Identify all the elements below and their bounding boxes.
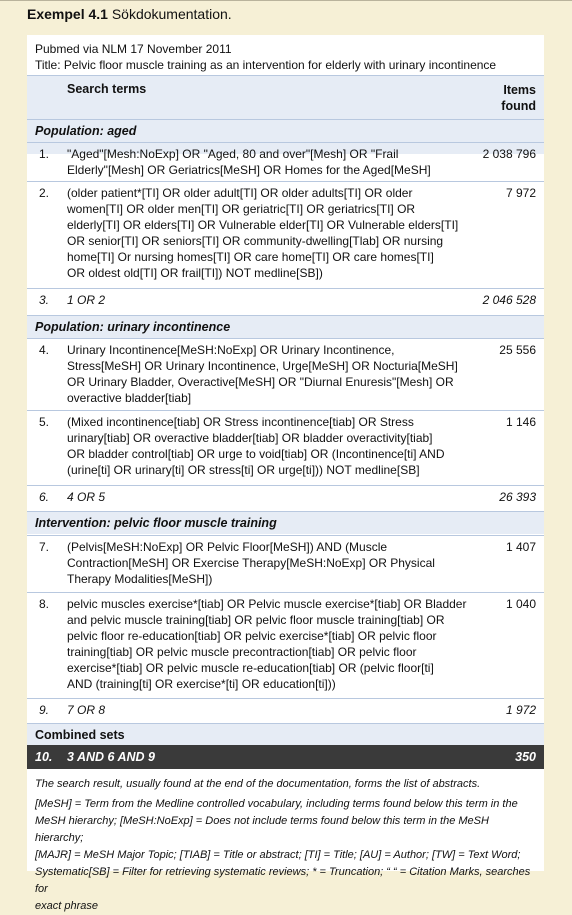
query-line: training[tiab] OR pelvic muscle precontraction[tiab] OR pelvic floor — [67, 645, 417, 659]
query-line: Urinary Incontinence[MeSH:NoExp] OR Urinary Incontinence, — [67, 343, 395, 357]
row-number: 1. — [39, 147, 50, 161]
query-line: Therapy Modalities[MeSH]) — [67, 572, 213, 586]
search-table — [27, 35, 544, 912]
section-intervention — [27, 511, 544, 534]
row-query — [67, 342, 472, 406]
query-line: women[TI] OR older men[TI] OR geriatric[TI] OR geriatrics[TI] OR — [67, 202, 416, 216]
table-row — [27, 698, 544, 721]
row-query — [67, 185, 472, 281]
table-row — [27, 338, 544, 409]
query-line: (urine[ti] OR urinary[ti] OR stress[ti] OR urge[ti])) NOT medline[SB] — [67, 463, 420, 477]
top-rule — [0, 0, 572, 1]
row-number: 6. — [39, 490, 50, 504]
title-line: Title: Pelvic floor muscle training as an intervention for elderly with urinary incontinence — [35, 58, 497, 72]
query-line: Contraction[MeSH] OR Exercise Therapy[MeSH:NoExp] OR Physical — [67, 556, 435, 570]
row-query — [67, 414, 472, 478]
final-row-query: 3 AND 6 AND 9 — [67, 750, 155, 764]
final-row-items: 350 — [515, 750, 536, 764]
row-number: 8. — [39, 597, 50, 611]
items-header-line1: Items — [503, 83, 536, 97]
row-query — [67, 146, 472, 178]
query-line: home[TI] Or nursing homes[TI] OR care home[TI] OR care homes[TI] — [67, 250, 434, 264]
row-number: 4. — [39, 343, 50, 357]
items-header-line2: found — [501, 99, 536, 113]
section-label: Population: urinary incontinence — [35, 320, 231, 334]
query-line: "Aged"[Mesh:NoExp] OR "Aged, 80 and over"[Mesh] OR "Frail — [67, 147, 399, 161]
query-line: 4 OR 5 — [67, 490, 106, 504]
table-row — [27, 181, 544, 284]
query-line: 1 OR 2 — [67, 293, 106, 307]
example-number: Exempel 4.1 — [27, 6, 108, 22]
table-row — [27, 535, 544, 590]
section-label: Population: aged — [35, 124, 137, 138]
row-items: 2 046 528 — [482, 293, 536, 307]
row-items: 1 040 — [505, 597, 536, 611]
legend-line: exact phrase — [35, 900, 98, 912]
legend-line: Systematic[SB] = Filter for retrieving systematic reviews; * = Truncation; “ “ = Citation Marks, searches for — [35, 866, 531, 895]
query-line: (Pelvis[MeSH:NoExp] OR Pelvic Floor[MeSH]) AND (Muscle — [67, 540, 388, 554]
final-row-number: 10. — [35, 750, 53, 764]
table-meta — [35, 41, 496, 73]
footnote-result: The search result, usually found at the end of the documentation, forms the list of abstracts. — [35, 778, 481, 790]
example-title — [27, 6, 232, 22]
section-label: Intervention: pelvic floor muscle training — [35, 516, 277, 530]
row-items: 26 393 — [499, 490, 536, 504]
row-items: 2 038 796 — [482, 147, 536, 161]
row-query — [67, 702, 472, 718]
section-label: Combined sets — [35, 728, 125, 742]
table-row — [27, 288, 544, 311]
query-line: Stress[MeSH] OR Urinary Incontinence, Urge[MeSH] OR Nocturia[MeSH] — [67, 359, 458, 373]
table-row — [27, 592, 544, 695]
query-line: elderly[TI] OR elders[TI] OR Vulnerable elder[TI] OR Vulnerable elders[TI] — [67, 218, 459, 232]
section-population-aged — [27, 119, 544, 142]
section-combined — [27, 723, 544, 746]
table-row — [27, 485, 544, 508]
query-line: urinary[tiab] OR overactive bladder[tiab] OR bladder overactivity[tiab] — [67, 431, 433, 445]
row-query — [67, 489, 472, 505]
row-items: 1 407 — [505, 540, 536, 554]
final-row — [27, 745, 544, 769]
legend-line: MeSH hierarchy; [MeSH:NoExp] = Does not include terms found below this term in the MeSH hierarchy; — [35, 815, 489, 844]
table-row — [27, 410, 544, 481]
row-number: 3. — [39, 293, 50, 307]
query-line: exercise*[tiab] OR pelvic muscle re-education[tiab] OR (pelvic floor[ti] — [67, 661, 434, 675]
footnote-legend — [35, 796, 535, 915]
row-number: 5. — [39, 415, 50, 429]
query-line: Elderly"[Mesh] OR Geriatrics[MeSH] OR Homes for the Aged[MeSH] — [67, 163, 431, 177]
query-line: OR senior[TI] OR seniors[TI] OR community-dwelling[Tlab] OR nursing — [67, 234, 444, 248]
row-query — [67, 292, 472, 308]
source-line: Pubmed via NLM 17 November 2011 — [35, 42, 232, 56]
row-query — [67, 596, 472, 692]
example-caption: Sökdokumentation. — [107, 6, 232, 22]
query-line: and pelvic muscle training[tiab] OR pelvic floor muscle training[tiab] OR — [67, 613, 445, 627]
query-line: (Mixed incontinence[tiab] OR Stress incontinence[tiab] OR Stress — [67, 415, 414, 429]
query-line: pelvic floor re-education[tiab] OR pelvic exercise*[tiab] OR pelvic floor — [67, 629, 437, 643]
query-line: pelvic muscles exercise*[tiab] OR Pelvic muscle exercise*[tiab] OR Bladder — [67, 597, 467, 611]
row-items: 7 972 — [505, 186, 536, 200]
row-query — [67, 539, 472, 587]
table-row — [27, 142, 544, 181]
row-items: 1 972 — [505, 703, 536, 717]
query-line: OR Urinary Bladder, Overactive[MeSH] OR "Diurnal Enuresis"[Mesh] OR — [67, 375, 454, 389]
search-terms-header: Search terms — [67, 82, 147, 96]
query-line: OR bladder control[tiab] OR urge to void[tiab] OR (Incontinence[ti] AND — [67, 447, 445, 461]
legend-line: [MAJR] = MeSH Major Topic; [TIAB] = Title or abstract; [TI] = Title; [AU] = Author; [TW] = Text Word; — [35, 849, 521, 861]
row-number: 7. — [39, 540, 50, 554]
query-line: OR oldest old[TI] OR frail[TI]) NOT medline[SB]) — [67, 266, 323, 280]
row-number: 2. — [39, 186, 50, 200]
items-found-header — [501, 82, 536, 114]
row-items: 25 556 — [499, 343, 536, 357]
row-items: 1 146 — [505, 415, 536, 429]
query-line: overactive bladder[tiab] — [67, 391, 192, 405]
section-population-ui — [27, 315, 544, 338]
legend-line: [MeSH] = Term from the Medline controlled vocabulary, including terms found below this term in the — [35, 798, 518, 810]
query-line: AND (training[ti] OR exercise*[ti] OR education[ti])) — [67, 677, 336, 691]
query-line: (older patient*[TI] OR older adult[TI] OR older adults[TI] OR older — [67, 186, 413, 200]
query-line: 7 OR 8 — [67, 703, 106, 717]
row-number: 9. — [39, 703, 50, 717]
